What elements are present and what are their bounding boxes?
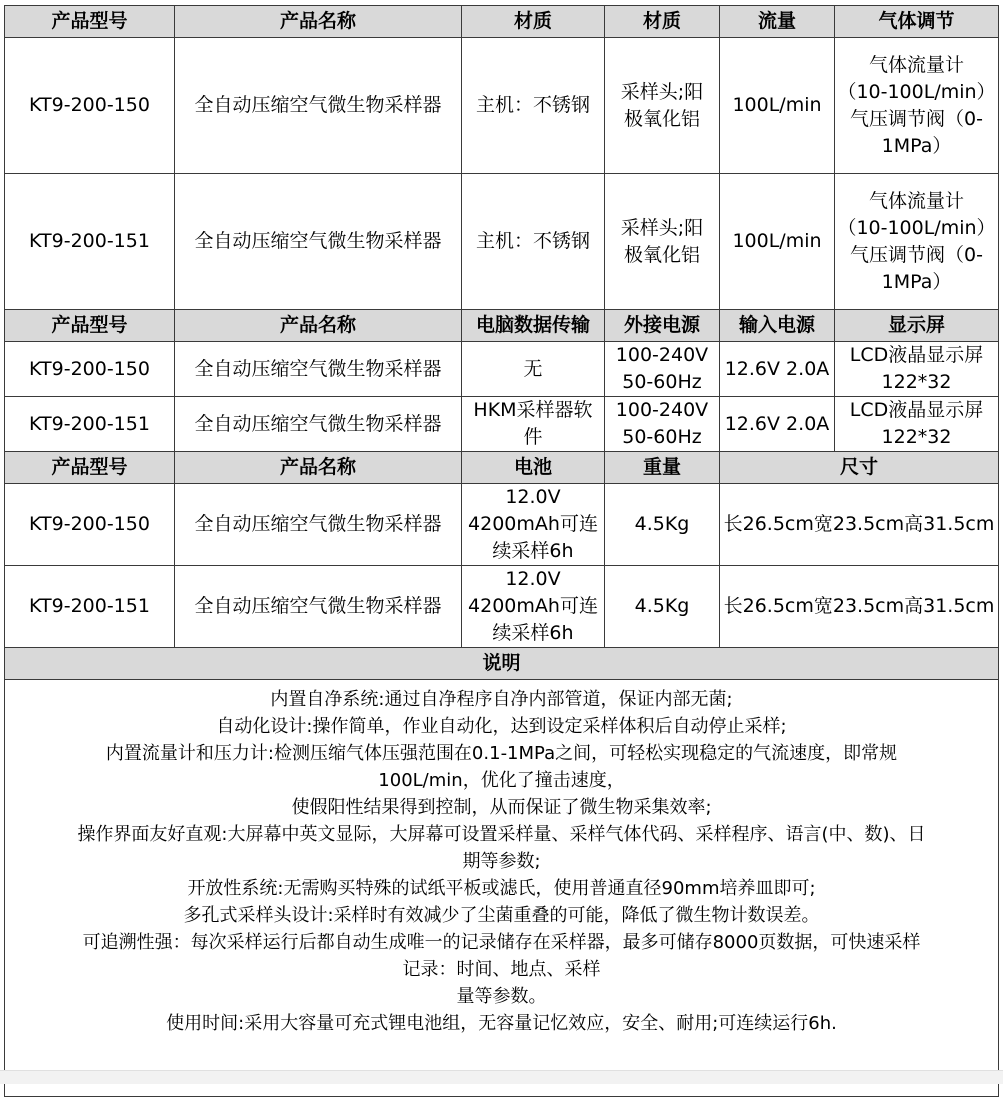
ext-power-cell: 100-240V 50-60Hz xyxy=(605,397,720,452)
data-transfer-cell: 无 xyxy=(462,342,605,397)
header-row-2 xyxy=(5,310,999,342)
note-line: 可追溯性强：每次采样运行后都自动生成唯一的记录储存在采样器，最多可储存8000页数据，可快速采样 xyxy=(82,932,921,953)
input-power-cell: 12.6V 2.0A xyxy=(720,342,835,397)
header-material-2: 材质 xyxy=(605,6,720,38)
table-row xyxy=(5,397,999,452)
table-row xyxy=(5,38,999,174)
gas-adjust-cell: 气体流量计 （10-100L/min） 气压调节阀（0- 1MPa） xyxy=(835,174,999,310)
notes-title: 说明 xyxy=(5,648,999,680)
battery-cell: 12.0V 4200mAh可连 续采样6h xyxy=(462,484,605,566)
product-name-cell: 全自动压缩空气微生物采样器 xyxy=(175,566,462,648)
model-cell: KT9-200-151 xyxy=(5,566,175,648)
header-row-3 xyxy=(5,452,999,484)
model-cell: KT9-200-150 xyxy=(5,38,175,174)
model-cell: KT9-200-151 xyxy=(5,397,175,452)
header-data-transfer: 电脑数据传输 xyxy=(462,310,605,342)
note-line: 自动化设计:操作简单，作业自动化，达到设定采样体积后自动停止采样; xyxy=(216,716,787,737)
flow-cell: 100L/min xyxy=(720,38,835,174)
header-input-power: 输入电源 xyxy=(720,310,835,342)
notes-body xyxy=(5,680,999,1097)
note-line: 期等参数; xyxy=(462,851,541,872)
product-name-cell: 全自动压缩空气微生物采样器 xyxy=(175,38,462,174)
header-material: 材质 xyxy=(462,6,605,38)
header-size: 尺寸 xyxy=(720,452,999,484)
header-display: 显示屏 xyxy=(835,310,999,342)
display-cell: LCD液晶显示屏 122*32 xyxy=(835,397,999,452)
input-power-cell: 12.6V 2.0A xyxy=(720,397,835,452)
product-spec-table xyxy=(4,5,999,1097)
sheet-gridline-strip xyxy=(0,1070,1003,1084)
header-name: 产品名称 xyxy=(175,6,462,38)
note-line: 内置流量计和压力计:检测压缩气体压强范围在0.1-1MPa之间，可轻松实现稳定的气流速度，即常规 xyxy=(105,743,898,764)
material-head-cell: 采样头;阳 极氧化铝 xyxy=(605,174,720,310)
material-host-cell: 主机：不锈钢 xyxy=(462,174,605,310)
flow-cell: 100L/min xyxy=(720,174,835,310)
model-cell: KT9-200-150 xyxy=(5,484,175,566)
table-row xyxy=(5,342,999,397)
model-cell: KT9-200-150 xyxy=(5,342,175,397)
note-line: 操作界面友好直观:大屏幕中英文显际，大屏幕可设置采样量、采样气体代码、采样程序、语言(中、数)、日 xyxy=(77,824,926,845)
material-head-cell: 采样头;阳 极氧化铝 xyxy=(605,38,720,174)
notes-row xyxy=(5,680,999,1097)
header-row-1 xyxy=(5,6,999,38)
note-line: 记录：时间、地点、采样 xyxy=(402,959,601,980)
header-ext-power: 外接电源 xyxy=(605,310,720,342)
size-cell: 长26.5cm宽23.5cm高31.5cm xyxy=(720,484,999,566)
note-line: 开放性系统:无需购买特殊的试纸平板或滤氏，使用普通直径90mm培养皿即可; xyxy=(187,878,816,899)
header-weight: 重量 xyxy=(605,452,720,484)
notes-header-row xyxy=(5,648,999,680)
table-row xyxy=(5,174,999,310)
header-name: 产品名称 xyxy=(175,452,462,484)
product-name-cell: 全自动压缩空气微生物采样器 xyxy=(175,484,462,566)
display-cell: LCD液晶显示屏 122*32 xyxy=(835,342,999,397)
header-model: 产品型号 xyxy=(5,452,175,484)
note-line: 多孔式采样头设计:采样时有效减少了尘菌重叠的可能，降低了微生物计数误差。 xyxy=(183,905,820,926)
product-name-cell: 全自动压缩空气微生物采样器 xyxy=(175,342,462,397)
table-row xyxy=(5,566,999,648)
table-row xyxy=(5,484,999,566)
note-line: 100L/min，优化了撞击速度， xyxy=(378,770,625,791)
note-line: 量等参数。 xyxy=(456,986,547,1007)
header-battery: 电池 xyxy=(462,452,605,484)
data-transfer-cell: HKM采样器软 件 xyxy=(462,397,605,452)
note-line: 使假阳性结果得到控制，从而保证了微生物采集效率; xyxy=(291,797,712,818)
model-cell: KT9-200-151 xyxy=(5,174,175,310)
size-cell: 长26.5cm宽23.5cm高31.5cm xyxy=(720,566,999,648)
product-name-cell: 全自动压缩空气微生物采样器 xyxy=(175,397,462,452)
ext-power-cell: 100-240V 50-60Hz xyxy=(605,342,720,397)
weight-cell: 4.5Kg xyxy=(605,566,720,648)
battery-cell: 12.0V 4200mAh可连 续采样6h xyxy=(462,566,605,648)
product-name-cell: 全自动压缩空气微生物采样器 xyxy=(175,174,462,310)
header-flow: 流量 xyxy=(720,6,835,38)
header-gas-adjust: 气体调节 xyxy=(835,6,999,38)
header-name: 产品名称 xyxy=(175,310,462,342)
weight-cell: 4.5Kg xyxy=(605,484,720,566)
note-line: 使用时间:采用大容量可充式锂电池组，无容量记忆效应，安全、耐用;可连续运行6h. xyxy=(166,1013,837,1034)
header-model: 产品型号 xyxy=(5,6,175,38)
material-host-cell: 主机：不锈钢 xyxy=(462,38,605,174)
gas-adjust-cell: 气体流量计 （10-100L/min） 气压调节阀（0- 1MPa） xyxy=(835,38,999,174)
note-line: 内置自净系统:通过自净程序自净内部管道，保证内部无菌; xyxy=(270,689,733,710)
header-model: 产品型号 xyxy=(5,310,175,342)
